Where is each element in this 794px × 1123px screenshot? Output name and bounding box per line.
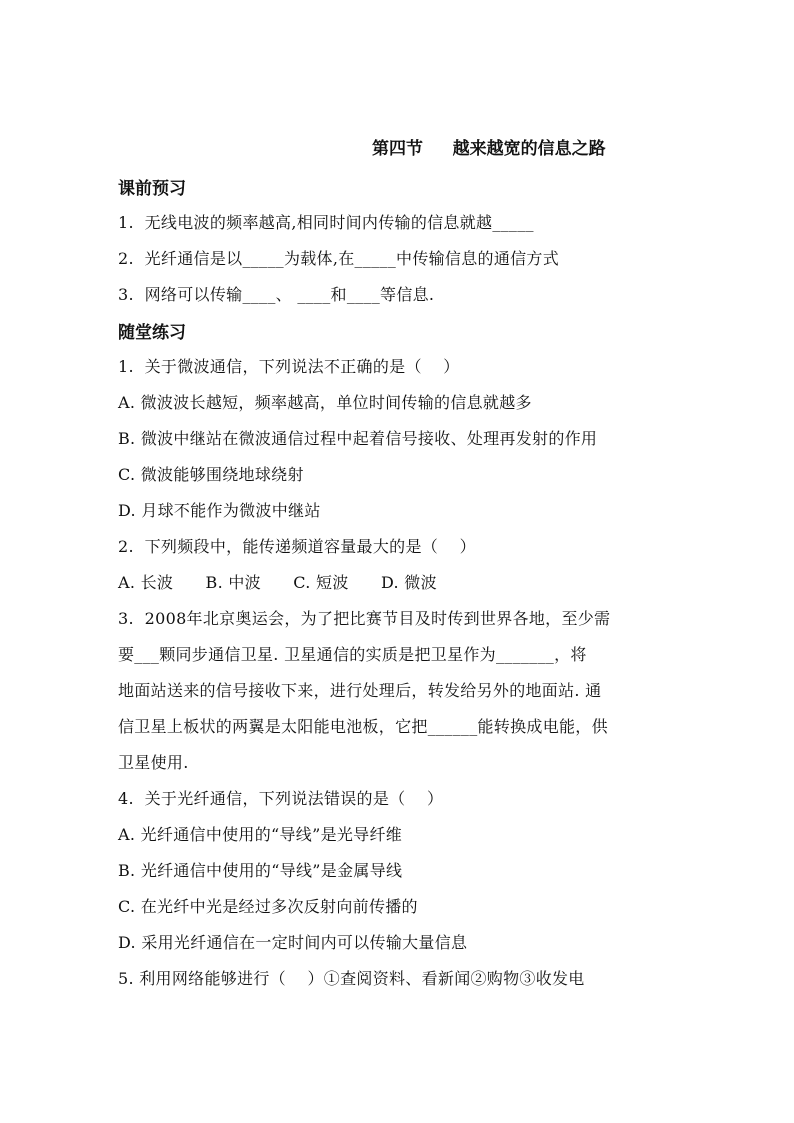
practice-line: A. 微波波长越短，频率越高，单位时间传输的信息就越多	[118, 393, 532, 412]
preview-heading: 课前预习	[118, 179, 186, 199]
practice-line: 信卫星上板状的两翼是太阳能电池板，它把______能转换成电能，供	[118, 717, 608, 736]
section-title: 第四节 越来越宽的信息之路	[372, 139, 606, 159]
practice-line: D. 采用光纤通信在一定时间内可以传输大量信息	[118, 933, 468, 952]
practice-line: A. 光纤通信中使用的“导线”是光导纤维	[118, 825, 403, 844]
practice-line: D. 月球不能作为微波中继站	[118, 501, 321, 520]
practice-line: B. 微波中继站在微波通信过程中起着信号接收、处理再发射的作用	[118, 429, 598, 448]
preview-item: 1. 无线电波的频率越高,相同时间内传输的信息就越_____	[118, 213, 534, 232]
practice-line: B. 光纤通信中使用的“导线”是金属导线	[118, 861, 403, 880]
practice-heading: 随堂练习	[118, 323, 186, 343]
practice-line: C. 在光纤中光是经过多次反射向前传播的	[118, 897, 418, 916]
practice-line: C. 微波能够围绕地球绕射	[118, 465, 304, 484]
practice-line: 地面站送来的信号接收下来，进行处理后，转发给另外的地面站. 通	[118, 681, 602, 700]
preview-item: 3. 网络可以传输____、 ____和____等信息.	[118, 285, 435, 304]
practice-line: 4. 关于光纤通信，下列说法错误的是（ ）	[118, 789, 444, 808]
practice-line: 1. 关于微波通信，下列说法不正确的是（ ）	[118, 357, 460, 376]
practice-line: 5. 利用网络能够进行（ ）①查阅资料、看新闻②购物③收发电	[118, 969, 585, 988]
practice-line: 要___颗同步通信卫星. 卫星通信的实质是把卫星作为_______，将	[118, 645, 587, 664]
practice-line: 卫星使用.	[118, 753, 189, 772]
practice-line: A. 长波 B. 中波 C. 短波 D. 微波	[118, 573, 437, 592]
preview-item: 2. 光纤通信是以_____为载体,在_____中传输信息的通信方式	[118, 249, 560, 268]
practice-line: 3. 2008年北京奥运会，为了把比赛节目及时传到世界各地，至少需	[118, 609, 611, 628]
practice-line: 2. 下列频段中，能传递频道容量最大的是（ ）	[118, 537, 476, 556]
